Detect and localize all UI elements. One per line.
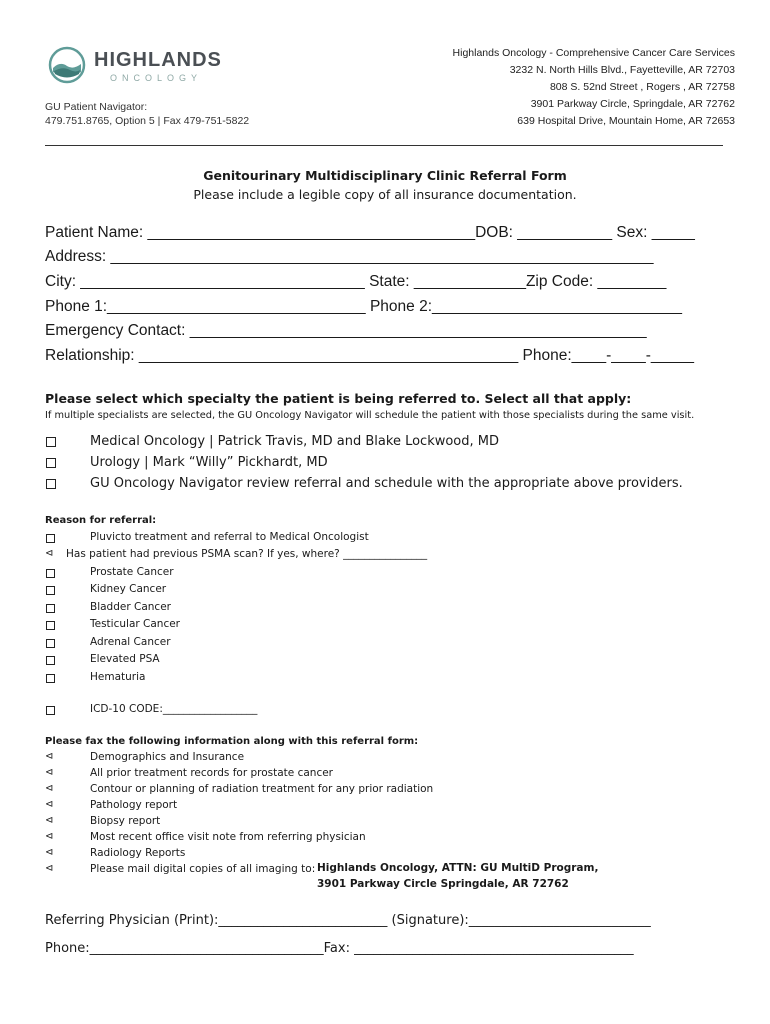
reason-heading: Reason for referral: [45, 515, 157, 526]
kidney-cancer-checkbox[interactable] [46, 586, 55, 595]
navigator-title: GU Patient Navigator: [45, 101, 148, 113]
hematuria-checkbox[interactable] [46, 674, 55, 683]
bullet-arrow-icon: ⊲ [45, 799, 54, 810]
form-subtitle: Please include a legible copy of all insurance documentation. [193, 187, 577, 202]
address-line: 3232 N. North Hills Blvd., Fayetteville, AR 72703 [509, 64, 735, 76]
fax-item: Biopsy report [90, 815, 161, 827]
bladder-cancer-checkbox[interactable] [46, 604, 55, 613]
address-field[interactable]: Address: _______________________________________________________________ [45, 248, 654, 265]
relationship-field[interactable]: Relationship: ____________________________________________ Phone:____-____-_____ [45, 347, 695, 364]
address-line: Highlands Oncology - Comprehensive Cancer Care Services [452, 47, 735, 59]
bullet-arrow-icon: ⊲ [45, 751, 54, 762]
specialty-note: If multiple specialists are selected, the GU Oncology Navigator will schedule the patient with those specialists during the same visit. [45, 410, 695, 421]
prostate-cancer-checkbox[interactable] [46, 569, 55, 578]
phone-fields[interactable]: Phone 1:______________________________ Phone 2:_____________________________ [45, 298, 683, 315]
bullet-arrow-icon: ⊲ [45, 847, 54, 858]
reason-label: Pluvicto treatment and referral to Medical Oncologist [90, 531, 369, 543]
reason-label: Elevated PSA [90, 653, 160, 665]
address-line: 639 Hospital Drive, Mountain Home, AR 72653 [517, 115, 735, 127]
fax-item: Contour or planning of radiation treatment for any prior radiation [90, 783, 434, 795]
fax-heading: Please fax the following information along with this referral form: [45, 736, 419, 747]
mountain-logo-icon [48, 46, 86, 84]
fax-item: Pathology report [90, 799, 178, 811]
urology-checkbox[interactable] [46, 458, 56, 468]
highlands-oncology-logo [48, 46, 222, 88]
navigator-contact: 479.751.8765, Option 5 | Fax 479-751-5822 [45, 115, 250, 127]
specialty-option-label: GU Oncology Navigator review referral and schedule with the appropriate above providers. [90, 476, 683, 491]
city-state-zip-field[interactable]: City: _________________________________ State: _____________Zip Code: ________ [45, 273, 667, 290]
pluvicto-checkbox[interactable] [46, 534, 55, 543]
bullet-arrow-icon: ⊲ [45, 815, 54, 826]
logo-name: HIGHLANDS [94, 49, 222, 71]
address-line: 3901 Parkway Circle, Springdale, AR 72762 [530, 98, 735, 110]
elevated-psa-checkbox[interactable] [46, 656, 55, 665]
specialty-option-label: Medical Oncology | Patrick Travis, MD and Blake Lockwood, MD [90, 434, 499, 449]
reason-label: Testicular Cancer [90, 618, 180, 630]
bullet-arrow-icon: ⊲ [45, 548, 54, 559]
fax-item: All prior treatment records for prostate cancer [90, 767, 333, 779]
patient-name-field[interactable]: Patient Name: ______________________________________DOB: ___________ Sex: _____ [45, 224, 695, 241]
medical-oncology-checkbox[interactable] [46, 437, 56, 447]
psma-scan-question[interactable]: Has patient had previous PSMA scan? If yes, where? ________________ [66, 548, 428, 560]
header-divider [45, 145, 723, 146]
specialty-option-label: Urology | Mark “Willy” Pickhardt, MD [90, 455, 328, 470]
bullet-arrow-icon: ⊲ [45, 831, 54, 842]
referring-physician-field[interactable]: Referring Physician (Print):__________________________ (Signature):____________________________ [45, 913, 651, 928]
fax-item: Demographics and Insurance [90, 751, 245, 763]
specialty-heading: Please select which specialty the patient is being referred to. Select all that apply: [45, 391, 632, 406]
adrenal-cancer-checkbox[interactable] [46, 639, 55, 648]
reason-label: Kidney Cancer [90, 583, 167, 595]
icd10-code-field[interactable]: ICD-10 CODE:__________________ [90, 703, 258, 715]
physician-phone-fax-field[interactable]: Phone:____________________________________Fax: ___________________________________________ [45, 941, 634, 956]
logo-subtitle: ONCOLOGY [110, 73, 203, 83]
mail-address-line1: Highlands Oncology, ATTN: GU MultiD Program, [317, 862, 599, 874]
address-line: 808 S. 52nd Street , Rogers , AR 72758 [549, 81, 735, 93]
navigator-review-checkbox[interactable] [46, 479, 56, 489]
mail-address-line2: 3901 Parkway Circle Springdale, AR 72762 [317, 878, 569, 890]
fax-item: Radiology Reports [90, 847, 186, 859]
bullet-arrow-icon: ⊲ [45, 767, 54, 778]
reason-label: Bladder Cancer [90, 601, 171, 613]
bullet-arrow-icon: ⊲ [45, 863, 54, 874]
fax-item: Most recent office visit note from referring physician [90, 831, 366, 843]
reason-label: Adrenal Cancer [90, 636, 171, 648]
reason-label: Hematuria [90, 671, 146, 683]
bullet-arrow-icon: ⊲ [45, 783, 54, 794]
icd10-checkbox[interactable] [46, 706, 55, 715]
form-title: Genitourinary Multidisciplinary Clinic Referral Form [203, 168, 567, 183]
testicular-cancer-checkbox[interactable] [46, 621, 55, 630]
emergency-contact-field[interactable]: Emergency Contact: _____________________________________________________ [45, 322, 647, 339]
fax-item: Please mail digital copies of all imaging to: [90, 863, 316, 875]
reason-label: Prostate Cancer [90, 566, 174, 578]
